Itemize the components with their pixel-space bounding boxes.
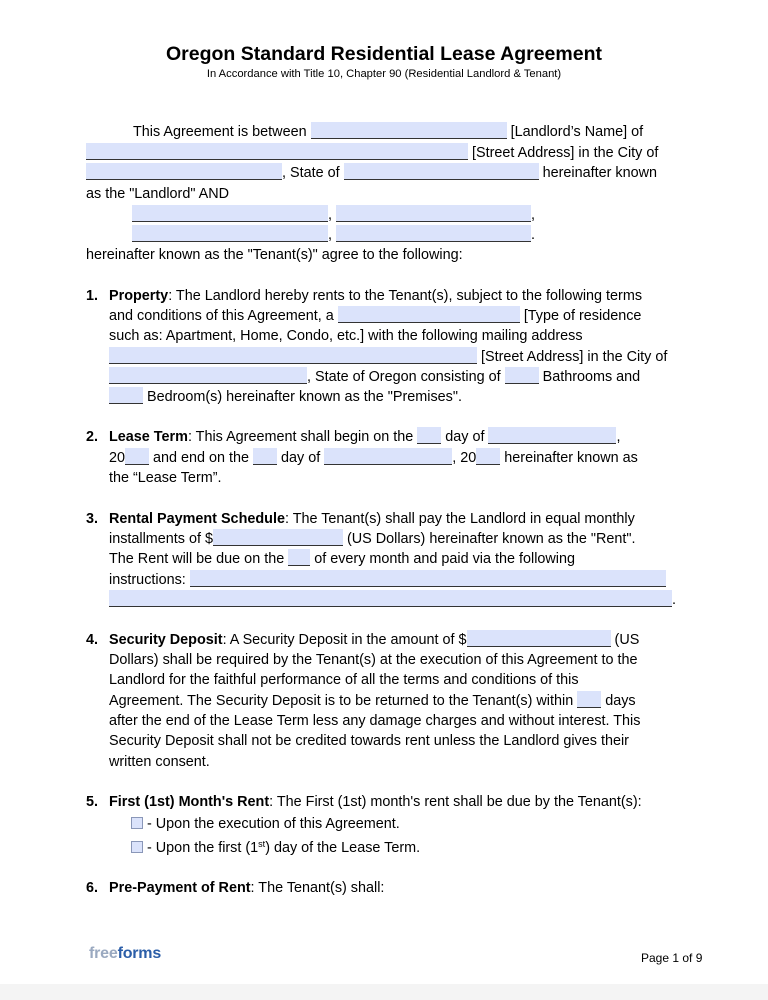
section-1-line-1: Property: The Landlord hereby rents to the Tenant(s), subject to the following terms [109,288,643,304]
tenant-4-field[interactable] [336,225,531,242]
property-city-field[interactable] [109,367,307,384]
section-2-line-1: Lease Term: This Agreement shall begin on the day of , [109,429,621,445]
end-year-field[interactable] [476,448,500,465]
start-year-field[interactable] [125,448,149,465]
residence-type-field[interactable] [338,306,520,323]
upon-execution-checkbox[interactable] [131,817,143,829]
section-3-heading: Rental Payment Schedule [109,511,285,527]
landlord-city-field[interactable] [86,163,282,180]
tenant-2-field[interactable] [336,205,531,222]
section-3-line-5: . [109,590,676,610]
section-4-line-7: written consent. [109,754,210,770]
section-1-heading: Property [109,288,169,304]
section-3-line-1: Rental Payment Schedule: The Tenant(s) shall pay the Landlord in equal monthly [109,511,635,527]
end-day-field[interactable] [253,448,277,465]
start-month-field[interactable] [488,427,616,444]
section-3-line-2: installments of $ (US Dollars) hereinafter known as the "Rent". [109,531,636,547]
section-4-line-6: Security Deposit shall not be credited towards rent unless the Landlord gives their [109,733,629,749]
upon-first-day-checkbox[interactable] [131,841,143,853]
payment-instructions-field-2[interactable] [109,590,672,607]
bathrooms-field[interactable] [505,367,539,384]
intro-line-2: [Street Address] in the City of [86,143,658,163]
tenant-names-row-1: , , [132,205,535,225]
intro-line-7: hereinafter known as the "Tenant(s)" agree to the following: [86,247,463,263]
property-street-field[interactable] [109,347,477,364]
tenant-names-row-2: , . [132,225,535,245]
tenant-1-field[interactable] [132,205,328,222]
rent-amount-field[interactable] [213,529,343,546]
payment-instructions-field-1[interactable] [190,570,666,587]
section-4-line-2: Dollars) shall be required by the Tenant(s) at the execution of this Agreement to the [109,652,638,668]
section-2-line-3: the “Lease Term”. [109,470,222,486]
end-month-field[interactable] [324,448,452,465]
section-4-line-5: after the end of the Lease Term less any damage charges and without interest. This [109,713,641,729]
section-4-line-3: Landlord for the faithful performance of all the terms and conditions of this [109,672,579,688]
section-4-number: 4. [86,632,99,648]
freeforms-logo: freeforms [89,945,162,962]
landlord-street-field[interactable] [86,143,468,160]
section-1-line-3: such as: Apartment, Home, Condo, etc.] with the following mailing address [109,328,583,344]
section-1-line-5: , State of Oregon consisting of Bathrooms and [109,367,640,387]
section-2-number: 2. [86,429,99,445]
deposit-return-days-field[interactable] [577,691,601,708]
section-4-line-4: Agreement. The Security Deposit is to be returned to the Tenant(s) within days [109,693,636,709]
section-2-line-2: 20 and end on the day of , 20 hereinafter known as [109,450,638,466]
section-5-option-1: - Upon the execution of this Agreement. [131,814,400,834]
section-5-heading: First (1st) Month's Rent [109,794,270,810]
section-2-heading: Lease Term [109,429,188,445]
section-5-number: 5. [86,794,99,810]
section-1-line-6: Bedroom(s) hereinafter known as the "Premises". [109,387,462,407]
intro-line-3: , State of hereinafter known [86,163,657,183]
start-day-field[interactable] [417,427,441,444]
section-6-number: 6. [86,880,99,896]
section-3-line-3: The Rent will be due on the of every month and paid via the following [109,551,575,567]
rent-due-day-field[interactable] [288,549,310,566]
section-6-line-1: Pre-Payment of Rent: The Tenant(s) shall: [109,880,385,896]
section-1-line-4: [Street Address] in the City of [109,347,667,367]
bedrooms-field[interactable] [109,387,143,404]
landlord-name-field[interactable] [311,122,507,139]
page-number: Page 1 of 9 [641,951,703,965]
section-4-line-1: Security Deposit: A Security Deposit in the amount of $ (US [109,632,640,648]
section-4-heading: Security Deposit [109,632,223,648]
section-5-option-2: - Upon the first (1st) day of the Lease Term. [131,838,420,858]
section-3-line-4: instructions: [109,570,666,590]
tenant-3-field[interactable] [132,225,328,242]
intro-line-4: as the "Landlord" AND [86,186,230,202]
section-3-number: 3. [86,511,99,527]
section-6-heading: Pre-Payment of Rent [109,880,251,896]
document-title: Oregon Standard Residential Lease Agreement [166,43,602,65]
section-5-line-1: First (1st) Month's Rent: The First (1st) month's rent shall be due by the Tenant(s): [109,794,642,810]
intro-line-1: This Agreement is between [Landlord’s Name] of [133,124,644,140]
document-subtitle: In Accordance with Title 10, Chapter 90 (Residential Landlord & Tenant) [206,68,562,80]
section-1-line-2: and conditions of this Agreement, a [Type of residence [109,308,642,324]
security-deposit-field[interactable] [467,630,611,647]
landlord-state-field[interactable] [344,163,539,180]
section-1-number: 1. [86,288,99,304]
